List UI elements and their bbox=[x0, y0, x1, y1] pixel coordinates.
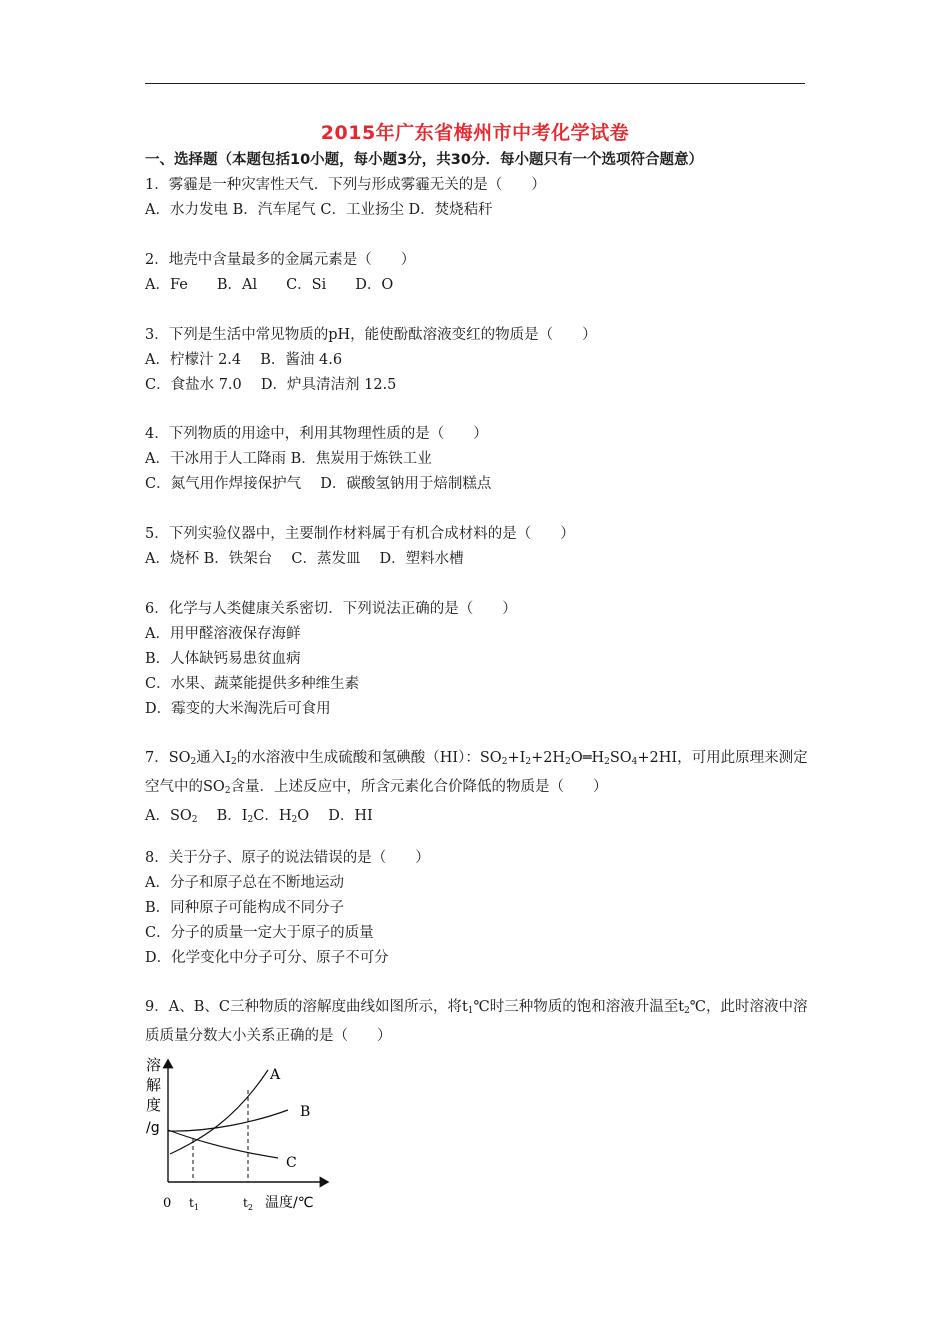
question-stem: 6．化学与人类健康关系密切．下列说法正确的是（ ） bbox=[145, 601, 517, 617]
question-options: C．食盐水 7.0 D．炉具清洁剂 12.5 bbox=[145, 377, 397, 393]
question-options: A．$SO_2$ B．$I_2C$．$H_2O$ D．HI bbox=[145, 808, 373, 825]
question-stem: 9．A、B、C三种物质的溶解度曲线如图所示，将$t_1℃$时三种物质的饱和溶液升温至$t_2℃$，此时溶液中溶质质量分数大小关系正确的是（ ） bbox=[145, 999, 808, 1044]
question-options: A．干冰用于人工降雨 B．焦炭用于炼铁工业 bbox=[145, 451, 432, 467]
curve-a-label: A bbox=[270, 1067, 281, 1083]
question-options: D．化学变化中分子可分、原子不可分 bbox=[145, 950, 389, 966]
question-options: C．氮气用作焊接保护气 D．碳酸氢钠用于焙制糕点 bbox=[145, 476, 492, 492]
question-4 bbox=[145, 422, 810, 497]
curve-b-label: B bbox=[300, 1104, 311, 1120]
x-label: 温度/℃ bbox=[265, 1195, 314, 1211]
question-options: D．霉变的大米淘洗后可食用 bbox=[145, 701, 331, 717]
page-title: 2015年广东省梅州市中考化学试卷 bbox=[320, 122, 630, 144]
y-label: 溶 bbox=[146, 1056, 162, 1074]
question-stem: 7．$SO_2$通入$I_2$的水溶液中生成硫酸和氢碘酸（HI）：$SO_2+I_2+2H_2O═H_2SO_4+2HI$，可用此原理来测定空气中的$SO_2$含量．上述反应中，所含元素化合价降低的物质是（ ） bbox=[145, 750, 808, 796]
curve-c bbox=[168, 1130, 278, 1158]
question-8 bbox=[145, 846, 810, 971]
tick-label-t1: $t_1$ bbox=[189, 1196, 199, 1212]
y-label: 解 bbox=[146, 1076, 162, 1094]
question-stem: 4．下列物质的用途中，利用其物理性质的是（ ） bbox=[145, 426, 488, 442]
question-options: A．水力发电 B．汽车尾气 C．工业扬尘 D．焚烧秸秆 bbox=[145, 202, 493, 218]
question-stem: 3．下列是生活中常见物质的pH，能使酚酞溶液变红的物质是（ ） bbox=[145, 327, 597, 343]
question-options: A．Fe B．Al C．Si D．O bbox=[145, 277, 394, 293]
tick-label-t2: $t_2$ bbox=[243, 1196, 253, 1212]
question-5 bbox=[145, 522, 810, 572]
question-options: A．分子和原子总在不断地运动 bbox=[145, 875, 344, 891]
curve-c-label: C bbox=[286, 1155, 297, 1171]
question-stem: 5．下列实验仪器中，主要制作材料属于有机合成材料的是（ ） bbox=[145, 526, 575, 542]
y-label: /g bbox=[146, 1120, 160, 1136]
question-options: B．人体缺钙易患贫血病 bbox=[145, 651, 301, 667]
question-options: C．分子的质量一定大于原子的质量 bbox=[145, 925, 374, 941]
question-1 bbox=[145, 173, 810, 223]
question-stem: 8．关于分子、原子的说法错误的是（ ） bbox=[145, 850, 430, 866]
question-stem: 1．雾霾是一种灾害性天气．下列与形成雾霾无关的是（ ） bbox=[145, 177, 546, 193]
question-2 bbox=[145, 248, 810, 298]
question-options: B．同种原子可能构成不同分子 bbox=[145, 900, 345, 916]
section-heading: 一、选择题（本题包括10小题，每小题3分，共30分．每小题只有一个选项符合题意） bbox=[145, 152, 703, 168]
question-options: A．柠檬汁 2.4 B．酱油 4.6 bbox=[145, 352, 343, 368]
y-label: 度 bbox=[146, 1096, 162, 1114]
solubility-graph bbox=[140, 1050, 340, 1215]
question-options: A．烧杯 B．铁架台 C．蒸发皿 D．塑料水槽 bbox=[145, 551, 464, 567]
curve-b bbox=[168, 1110, 288, 1131]
origin-label: 0 bbox=[163, 1196, 172, 1211]
question-3 bbox=[145, 323, 810, 398]
header-rule bbox=[145, 83, 805, 84]
question-6 bbox=[145, 597, 810, 722]
question-stem: 2．地壳中含量最多的金属元素是（ ） bbox=[145, 252, 416, 268]
curve-a bbox=[170, 1070, 268, 1154]
question-options: C．水果、蔬菜能提供多种维生素 bbox=[145, 676, 360, 692]
question-7 bbox=[145, 746, 810, 833]
question-options: A．用甲醛溶液保存海鲜 bbox=[145, 626, 301, 642]
question-9 bbox=[145, 995, 810, 1049]
